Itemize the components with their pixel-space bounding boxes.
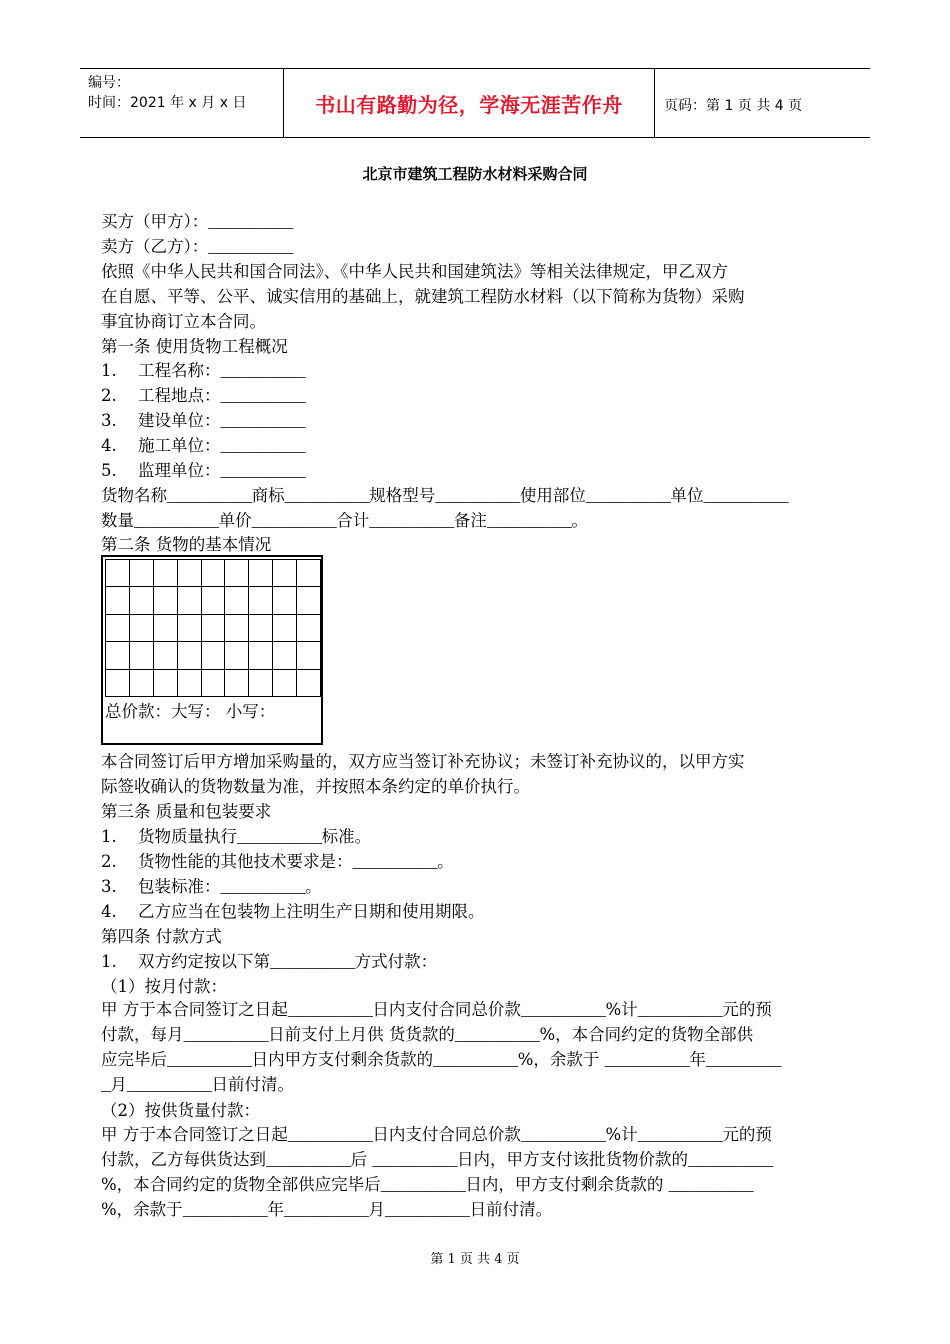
article-1-heading: 第一条 使用货物工程概况 — [101, 337, 288, 356]
goods-table-grid — [105, 559, 321, 697]
supply-line: 付款，乙方每供货达到_________后 _________日内，甲方支付该批货物价款的_________ — [101, 1150, 773, 1170]
payment-option-line: 1. 双方约定按以下第_________方式付款： — [101, 952, 438, 972]
intro-line-3: 事宜协商订立本合同。 — [101, 312, 266, 331]
supply-line: 甲 方于本合同签订之日起_________日内支付合同总价款_________%计_________元的预 — [101, 1125, 772, 1145]
project-item: 1. 工程名称：_________ — [101, 361, 306, 381]
supply-line: %，本合同约定的货物全部供应完毕后_________日内，甲方支付剩余货款的 _________ — [101, 1175, 754, 1195]
page-label: 页码：第 1 页 共 4 页 — [664, 98, 803, 114]
quality-item: 3. 包装标准：_________。 — [101, 877, 322, 897]
monthly-payment-title: （1）按月付款： — [101, 977, 227, 996]
monthly-line: 甲 方于本合同签订之日起_________日内支付合同总价款_________%计_________元的预 — [101, 1000, 772, 1020]
header-motto: 书山有路勤为径，学海无涯苦作舟 — [283, 69, 655, 137]
monthly-line: 应完毕后_________日内甲方支付剩余货款的_________%，余款于 _________年________ — [101, 1050, 782, 1070]
document-title: 北京市建筑工程防水材料采购合同 — [362, 165, 588, 183]
intro-line-1: 依照《中华人民共和国合同法》、《中华人民共和国建筑法》等相关法律规定，甲乙双方 — [101, 262, 728, 281]
seller-line: 卖方（乙方）：_________ — [101, 237, 293, 257]
goods-table — [101, 555, 323, 745]
page-footer: 第 1 页 共 4 页 — [430, 1252, 520, 1267]
buyer-line: 买方（甲方）：_________ — [101, 212, 293, 232]
paragraph-line: 本合同签订后甲方增加采购量的，双方应当签订补充协议；未签订补充协议的，以甲方实 — [101, 752, 745, 771]
goods-fields-line-1: 货物名称_________商标_________规格型号_________使用部位_________单位_________ — [101, 486, 789, 506]
project-item: 4. 施工单位：_________ — [101, 436, 306, 456]
article-2-heading: 第二条 货物的基本情况 — [101, 535, 272, 554]
monthly-line: _月_________日前付清。 — [101, 1075, 295, 1095]
goods-fields-line-2: 数量_________单价_________合计_________备注_________。 — [101, 511, 588, 531]
article-3-heading: 第三条 质量和包装要求 — [101, 802, 272, 821]
time-label: 时间：2021 年 x 月 x 日 — [88, 95, 247, 111]
article-4-heading: 第四条 付款方式 — [101, 927, 222, 946]
project-item: 5. 监理单位：_________ — [101, 461, 306, 481]
number-label: 编号： — [88, 75, 130, 91]
monthly-line: 付款，每月_________日前支付上月供 货货款的_________%，本合同约定的货物全部供 — [101, 1025, 754, 1045]
supply-line: %，余款于_________年_________月_________日前付清。 — [101, 1200, 553, 1220]
quality-item: 4. 乙方应当在包装物上注明生产日期和使用期限。 — [101, 902, 485, 921]
document-header — [80, 68, 870, 138]
project-item: 3. 建设单位：_________ — [101, 411, 306, 431]
paragraph-line: 际签收确认的货物数量为准，并按照本条约定的单价执行。 — [101, 777, 530, 796]
supply-payment-title: （2）按供货量付款： — [101, 1101, 260, 1120]
quality-item: 2. 货物性能的其他技术要求是：_________。 — [101, 852, 454, 872]
header-meta — [88, 73, 278, 113]
intro-line-2: 在自愿、平等、公平、诚实信用的基础上，就建筑工程防水材料（以下简称为货物）采购 — [101, 287, 745, 306]
quality-item: 1. 货物质量执行_________标准。 — [101, 827, 372, 847]
project-item: 2. 工程地点：_________ — [101, 386, 306, 406]
table-total-price: 总价款：大写： 小写： — [105, 702, 276, 721]
